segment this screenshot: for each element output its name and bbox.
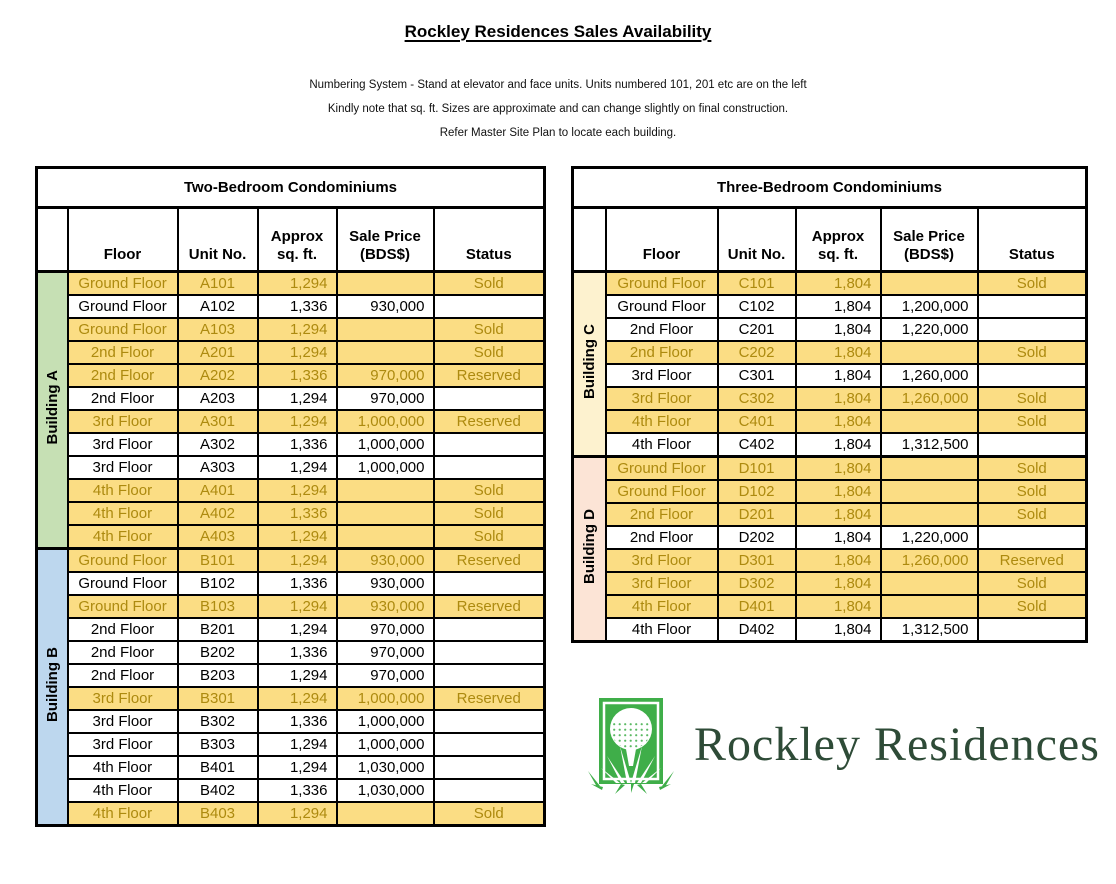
status-cell: Sold — [978, 457, 1087, 481]
note-line: Kindly note that sq. ft. Sizes are approximate and can change slightly on final construction. — [327, 103, 789, 115]
building-label: Building D — [573, 457, 606, 642]
unit-cell: D402 — [718, 618, 796, 642]
sqft-cell: 1,804 — [796, 318, 881, 341]
price-cell — [337, 318, 434, 341]
table-row — [37, 549, 545, 573]
floor-cell: 4th Floor — [68, 502, 178, 525]
unit-cell: D102 — [718, 480, 796, 503]
status-cell: Sold — [434, 525, 545, 549]
corner-cell — [37, 208, 68, 272]
status-cell: Sold — [978, 410, 1087, 433]
sqft-cell: 1,336 — [258, 502, 337, 525]
sqft-cell: 1,294 — [258, 456, 337, 479]
table-row — [573, 295, 1087, 318]
table-row — [37, 802, 545, 826]
status-cell — [434, 664, 545, 687]
unit-cell: B103 — [178, 595, 258, 618]
page-title: Rockley Residences Sales Availability — [404, 22, 712, 41]
unit-cell: B403 — [178, 802, 258, 826]
floor-cell: 3rd Floor — [606, 364, 718, 387]
column-header: Unit No. — [178, 208, 258, 272]
floor-cell: Ground Floor — [68, 295, 178, 318]
floor-cell: 2nd Floor — [606, 318, 718, 341]
sqft-cell: 1,294 — [258, 618, 337, 641]
price-cell — [881, 341, 978, 364]
unit-cell: C201 — [718, 318, 796, 341]
floor-cell: 3rd Floor — [68, 710, 178, 733]
unit-cell: B201 — [178, 618, 258, 641]
note-line: Numbering System - Stand at elevator and face units. Units numbered 101, 201 etc are on the left — [309, 79, 807, 91]
floor-cell: Ground Floor — [606, 480, 718, 503]
logo — [588, 694, 1100, 794]
unit-cell: B401 — [178, 756, 258, 779]
unit-cell: B203 — [178, 664, 258, 687]
floor-cell: 3rd Floor — [606, 572, 718, 595]
building-label: Building B — [37, 549, 68, 826]
unit-cell: B102 — [178, 572, 258, 595]
floor-cell: 2nd Floor — [606, 503, 718, 526]
floor-cell: 2nd Floor — [68, 341, 178, 364]
unit-cell: A402 — [178, 502, 258, 525]
price-cell: 930,000 — [337, 595, 434, 618]
price-cell: 1,000,000 — [337, 710, 434, 733]
table-title: Two-Bedroom Condominiums — [37, 168, 545, 208]
unit-cell: C101 — [718, 272, 796, 296]
table-title: Three-Bedroom Condominiums — [573, 168, 1087, 208]
sqft-cell: 1,294 — [258, 410, 337, 433]
unit-cell: A303 — [178, 456, 258, 479]
sqft-cell: 1,294 — [258, 318, 337, 341]
floor-cell: 2nd Floor — [68, 641, 178, 664]
price-cell: 1,200,000 — [881, 295, 978, 318]
table-row — [573, 549, 1087, 572]
unit-cell: D202 — [718, 526, 796, 549]
column-header: Status — [978, 208, 1087, 272]
status-cell — [978, 364, 1087, 387]
table-row — [37, 433, 545, 456]
status-cell: Sold — [978, 595, 1087, 618]
floor-cell: 3rd Floor — [68, 733, 178, 756]
table-row — [37, 410, 545, 433]
status-cell — [434, 779, 545, 802]
sqft-cell: 1,294 — [258, 595, 337, 618]
table-row — [573, 272, 1087, 296]
status-cell: Reserved — [434, 549, 545, 573]
unit-cell: A202 — [178, 364, 258, 387]
price-cell — [881, 272, 978, 296]
sqft-cell: 1,336 — [258, 641, 337, 664]
status-cell: Sold — [434, 318, 545, 341]
unit-cell: C301 — [718, 364, 796, 387]
status-cell: Sold — [434, 479, 545, 502]
sqft-cell: 1,336 — [258, 779, 337, 802]
floor-cell: 2nd Floor — [606, 341, 718, 364]
price-cell: 1,030,000 — [337, 779, 434, 802]
unit-cell: A401 — [178, 479, 258, 502]
column-header: Sale Price (BDS$) — [337, 208, 434, 272]
price-cell — [337, 479, 434, 502]
table-row — [37, 525, 545, 549]
floor-cell: Ground Floor — [606, 295, 718, 318]
floor-cell: 4th Floor — [606, 595, 718, 618]
price-cell — [881, 457, 978, 481]
table-row — [37, 595, 545, 618]
price-cell — [337, 341, 434, 364]
status-cell: Reserved — [978, 549, 1087, 572]
two-bedroom-table — [35, 166, 546, 827]
status-cell: Reserved — [434, 687, 545, 710]
floor-cell: 4th Floor — [68, 779, 178, 802]
price-cell — [337, 802, 434, 826]
column-header: Approx sq. ft. — [258, 208, 337, 272]
note-line: Refer Master Site Plan to locate each building. — [439, 127, 677, 139]
table-row — [37, 756, 545, 779]
price-cell — [881, 572, 978, 595]
unit-cell: C202 — [718, 341, 796, 364]
column-header: Approx sq. ft. — [796, 208, 881, 272]
status-cell — [434, 756, 545, 779]
sqft-cell: 1,804 — [796, 526, 881, 549]
price-cell: 930,000 — [337, 295, 434, 318]
price-cell: 1,312,500 — [881, 618, 978, 642]
price-cell: 1,260,000 — [881, 364, 978, 387]
table-row — [573, 526, 1087, 549]
status-cell: Sold — [978, 503, 1087, 526]
status-cell: Reserved — [434, 410, 545, 433]
logo-text: Rockley Residences — [694, 717, 1100, 771]
condo-grid — [571, 166, 1088, 643]
sqft-cell: 1,294 — [258, 733, 337, 756]
table-row — [37, 318, 545, 341]
unit-cell: A301 — [178, 410, 258, 433]
sqft-cell: 1,294 — [258, 525, 337, 549]
sqft-cell: 1,804 — [796, 618, 881, 642]
status-cell — [978, 318, 1087, 341]
price-cell — [881, 480, 978, 503]
unit-cell: B202 — [178, 641, 258, 664]
price-cell: 1,220,000 — [881, 318, 978, 341]
floor-cell: Ground Floor — [68, 549, 178, 573]
status-cell — [978, 526, 1087, 549]
sqft-cell: 1,294 — [258, 756, 337, 779]
price-cell: 970,000 — [337, 387, 434, 410]
sqft-cell: 1,804 — [796, 272, 881, 296]
unit-cell: B402 — [178, 779, 258, 802]
status-cell: Sold — [434, 341, 545, 364]
price-cell: 1,220,000 — [881, 526, 978, 549]
sqft-cell: 1,804 — [796, 503, 881, 526]
floor-cell: 2nd Floor — [68, 618, 178, 641]
table-row — [37, 664, 545, 687]
unit-cell: A102 — [178, 295, 258, 318]
golf-ball-icon — [588, 694, 674, 794]
table-row — [573, 595, 1087, 618]
unit-cell: D301 — [718, 549, 796, 572]
building-label: Building A — [37, 272, 68, 549]
status-cell — [434, 387, 545, 410]
table-row — [37, 387, 545, 410]
sqft-cell: 1,804 — [796, 549, 881, 572]
floor-cell: 3rd Floor — [68, 456, 178, 479]
notes — [0, 79, 1116, 151]
status-cell — [434, 572, 545, 595]
unit-cell: C402 — [718, 433, 796, 457]
sqft-cell: 1,804 — [796, 341, 881, 364]
table-row — [573, 364, 1087, 387]
status-cell: Reserved — [434, 595, 545, 618]
floor-cell: 4th Floor — [68, 525, 178, 549]
floor-cell: 2nd Floor — [68, 387, 178, 410]
table-row — [573, 433, 1087, 457]
sqft-cell: 1,336 — [258, 710, 337, 733]
column-header: Floor — [68, 208, 178, 272]
price-cell: 970,000 — [337, 618, 434, 641]
sqft-cell: 1,804 — [796, 295, 881, 318]
sqft-cell: 1,804 — [796, 595, 881, 618]
table-row — [37, 641, 545, 664]
building-label: Building C — [573, 272, 606, 457]
sqft-cell: 1,294 — [258, 802, 337, 826]
unit-cell: B101 — [178, 549, 258, 573]
price-cell: 1,030,000 — [337, 756, 434, 779]
table-row — [37, 733, 545, 756]
column-header: Sale Price (BDS$) — [881, 208, 978, 272]
floor-cell: 2nd Floor — [606, 526, 718, 549]
table-row — [37, 710, 545, 733]
price-cell: 1,000,000 — [337, 687, 434, 710]
table-row — [573, 503, 1087, 526]
sqft-cell: 1,804 — [796, 410, 881, 433]
status-cell — [434, 295, 545, 318]
floor-cell: 4th Floor — [606, 618, 718, 642]
unit-cell: A403 — [178, 525, 258, 549]
table-row — [37, 364, 545, 387]
sqft-cell: 1,336 — [258, 364, 337, 387]
sqft-cell: 1,294 — [258, 664, 337, 687]
status-cell: Reserved — [434, 364, 545, 387]
unit-cell: A101 — [178, 272, 258, 296]
price-cell — [881, 503, 978, 526]
sqft-cell: 1,804 — [796, 457, 881, 481]
sqft-cell: 1,804 — [796, 387, 881, 410]
unit-cell: A203 — [178, 387, 258, 410]
unit-cell: D401 — [718, 595, 796, 618]
table-row — [573, 457, 1087, 481]
floor-cell: 4th Floor — [68, 802, 178, 826]
unit-cell: D201 — [718, 503, 796, 526]
unit-cell: D101 — [718, 457, 796, 481]
status-cell — [978, 295, 1087, 318]
unit-cell: A103 — [178, 318, 258, 341]
three-bedroom-table — [571, 166, 1088, 643]
floor-cell: Ground Floor — [68, 318, 178, 341]
sqft-cell: 1,804 — [796, 364, 881, 387]
sqft-cell: 1,294 — [258, 549, 337, 573]
floor-cell: 4th Floor — [606, 410, 718, 433]
sqft-cell: 1,804 — [796, 480, 881, 503]
status-cell — [978, 618, 1087, 642]
table-row — [37, 502, 545, 525]
price-cell: 1,312,500 — [881, 433, 978, 457]
status-cell: Sold — [978, 387, 1087, 410]
status-cell — [434, 433, 545, 456]
price-cell: 1,260,000 — [881, 387, 978, 410]
table-row — [37, 618, 545, 641]
table-row — [573, 410, 1087, 433]
table-row — [573, 387, 1087, 410]
price-cell — [337, 272, 434, 296]
sqft-cell: 1,294 — [258, 272, 337, 296]
unit-cell: A201 — [178, 341, 258, 364]
price-cell: 970,000 — [337, 664, 434, 687]
floor-cell: 3rd Floor — [606, 387, 718, 410]
price-cell — [337, 525, 434, 549]
status-cell — [434, 733, 545, 756]
status-cell: Sold — [978, 480, 1087, 503]
status-cell: Sold — [434, 802, 545, 826]
floor-cell: 2nd Floor — [68, 664, 178, 687]
table-row — [573, 572, 1087, 595]
sqft-cell: 1,294 — [258, 341, 337, 364]
column-header: Status — [434, 208, 545, 272]
status-cell — [434, 618, 545, 641]
status-cell — [434, 456, 545, 479]
price-cell: 1,000,000 — [337, 433, 434, 456]
floor-cell: 3rd Floor — [68, 410, 178, 433]
table-row — [37, 572, 545, 595]
floor-cell: 3rd Floor — [68, 433, 178, 456]
floor-cell: Ground Floor — [606, 457, 718, 481]
table-row — [573, 341, 1087, 364]
unit-cell: B302 — [178, 710, 258, 733]
table-row — [573, 480, 1087, 503]
price-cell: 970,000 — [337, 641, 434, 664]
floor-cell: Ground Floor — [68, 595, 178, 618]
status-cell: Sold — [434, 502, 545, 525]
floor-cell: 4th Floor — [68, 756, 178, 779]
floor-cell: Ground Floor — [68, 272, 178, 296]
table-row — [573, 618, 1087, 642]
sqft-cell: 1,294 — [258, 387, 337, 410]
corner-cell — [573, 208, 606, 272]
floor-cell: 4th Floor — [68, 479, 178, 502]
floor-cell: 2nd Floor — [68, 364, 178, 387]
sqft-cell: 1,804 — [796, 572, 881, 595]
sqft-cell: 1,336 — [258, 572, 337, 595]
price-cell — [881, 410, 978, 433]
price-cell: 1,000,000 — [337, 410, 434, 433]
status-cell: Sold — [978, 572, 1087, 595]
price-cell — [337, 502, 434, 525]
table-row — [37, 479, 545, 502]
column-header: Unit No. — [718, 208, 796, 272]
table-row — [37, 272, 545, 296]
floor-cell: 3rd Floor — [606, 549, 718, 572]
sqft-cell: 1,336 — [258, 433, 337, 456]
price-cell: 930,000 — [337, 572, 434, 595]
price-cell: 1,000,000 — [337, 733, 434, 756]
table-row — [37, 456, 545, 479]
price-cell: 930,000 — [337, 549, 434, 573]
condo-grid — [35, 166, 546, 827]
unit-cell: C302 — [718, 387, 796, 410]
unit-cell: D302 — [718, 572, 796, 595]
status-cell — [978, 433, 1087, 457]
status-cell — [434, 641, 545, 664]
column-header: Floor — [606, 208, 718, 272]
sqft-cell: 1,804 — [796, 433, 881, 457]
unit-cell: B303 — [178, 733, 258, 756]
price-cell: 970,000 — [337, 364, 434, 387]
table-row — [37, 295, 545, 318]
price-cell — [881, 595, 978, 618]
status-cell — [434, 710, 545, 733]
price-cell: 1,260,000 — [881, 549, 978, 572]
unit-cell: B301 — [178, 687, 258, 710]
unit-cell: C102 — [718, 295, 796, 318]
price-cell: 1,000,000 — [337, 456, 434, 479]
floor-cell: Ground Floor — [68, 572, 178, 595]
sqft-cell: 1,336 — [258, 295, 337, 318]
table-row — [37, 341, 545, 364]
status-cell: Sold — [978, 272, 1087, 296]
status-cell: Sold — [978, 341, 1087, 364]
table-row — [573, 318, 1087, 341]
sqft-cell: 1,294 — [258, 479, 337, 502]
sqft-cell: 1,294 — [258, 687, 337, 710]
unit-cell: C401 — [718, 410, 796, 433]
floor-cell: 4th Floor — [606, 433, 718, 457]
table-row — [37, 687, 545, 710]
floor-cell: Ground Floor — [606, 272, 718, 296]
unit-cell: A302 — [178, 433, 258, 456]
table-row — [37, 779, 545, 802]
status-cell: Sold — [434, 272, 545, 296]
floor-cell: 3rd Floor — [68, 687, 178, 710]
